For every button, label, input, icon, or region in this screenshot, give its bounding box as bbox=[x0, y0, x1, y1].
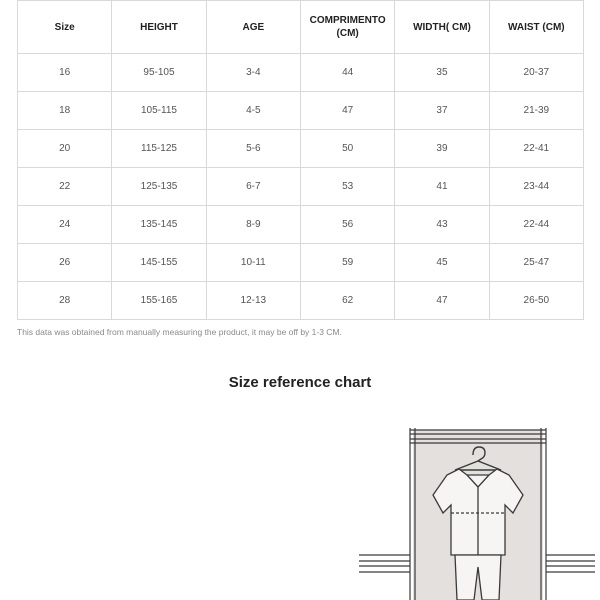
cell-height: 125-135 bbox=[112, 168, 206, 206]
cell-height: 105-115 bbox=[112, 92, 206, 130]
cell-comprimento: 44 bbox=[300, 54, 394, 92]
header-height: HEIGHT bbox=[112, 1, 206, 54]
cell-size: 22 bbox=[18, 168, 112, 206]
cell-width: 43 bbox=[395, 206, 489, 244]
header-size: Size bbox=[18, 1, 112, 54]
cell-height: 155-165 bbox=[112, 282, 206, 320]
cell-waist: 25-47 bbox=[489, 244, 583, 282]
header-row bbox=[18, 1, 584, 54]
cell-width: 37 bbox=[395, 92, 489, 130]
table-row bbox=[18, 168, 584, 206]
table-row bbox=[18, 92, 584, 130]
measurement-note: This data was obtained from manually measuring the product, it may be off by 1-3 CM. bbox=[17, 327, 342, 337]
cell-comprimento: 62 bbox=[300, 282, 394, 320]
cell-comprimento: 59 bbox=[300, 244, 394, 282]
cell-age: 12-13 bbox=[206, 282, 300, 320]
cell-age: 4-5 bbox=[206, 92, 300, 130]
table-row bbox=[18, 54, 584, 92]
cell-waist: 22-41 bbox=[489, 130, 583, 168]
cell-width: 39 bbox=[395, 130, 489, 168]
table-row bbox=[18, 206, 584, 244]
cell-age: 8-9 bbox=[206, 206, 300, 244]
size-table bbox=[17, 0, 584, 320]
cell-size: 26 bbox=[18, 244, 112, 282]
cell-comprimento: 50 bbox=[300, 130, 394, 168]
cell-comprimento: 56 bbox=[300, 206, 394, 244]
cell-waist: 23-44 bbox=[489, 168, 583, 206]
cell-age: 5-6 bbox=[206, 130, 300, 168]
header-comprimento: COMPRIMENTO (CM) bbox=[300, 1, 394, 54]
cell-age: 3-4 bbox=[206, 54, 300, 92]
size-reference-title: Size reference chart bbox=[228, 374, 372, 391]
cell-height: 145-155 bbox=[112, 244, 206, 282]
cell-size: 20 bbox=[18, 130, 112, 168]
table-row bbox=[18, 130, 584, 168]
table-row bbox=[18, 244, 584, 282]
cell-waist: 22-44 bbox=[489, 206, 583, 244]
shirt-hanger-illustration bbox=[355, 425, 600, 600]
cell-comprimento: 53 bbox=[300, 168, 394, 206]
cell-size: 28 bbox=[18, 282, 112, 320]
cell-waist: 26-50 bbox=[489, 282, 583, 320]
cell-height: 95-105 bbox=[112, 54, 206, 92]
cell-age: 10-11 bbox=[206, 244, 300, 282]
cell-size: 16 bbox=[18, 54, 112, 92]
table-row bbox=[18, 282, 584, 320]
cell-waist: 21-39 bbox=[489, 92, 583, 130]
cell-width: 35 bbox=[395, 54, 489, 92]
cell-width: 47 bbox=[395, 282, 489, 320]
header-age: AGE bbox=[206, 1, 300, 54]
header-width: WIDTH( CM) bbox=[395, 1, 489, 54]
cell-size: 18 bbox=[18, 92, 112, 130]
cell-height: 115-125 bbox=[112, 130, 206, 168]
cell-width: 41 bbox=[395, 168, 489, 206]
cell-comprimento: 47 bbox=[300, 92, 394, 130]
cell-height: 135-145 bbox=[112, 206, 206, 244]
cell-width: 45 bbox=[395, 244, 489, 282]
cell-waist: 20-37 bbox=[489, 54, 583, 92]
header-waist: WAIST (CM) bbox=[489, 1, 583, 54]
cell-age: 6-7 bbox=[206, 168, 300, 206]
cell-size: 24 bbox=[18, 206, 112, 244]
